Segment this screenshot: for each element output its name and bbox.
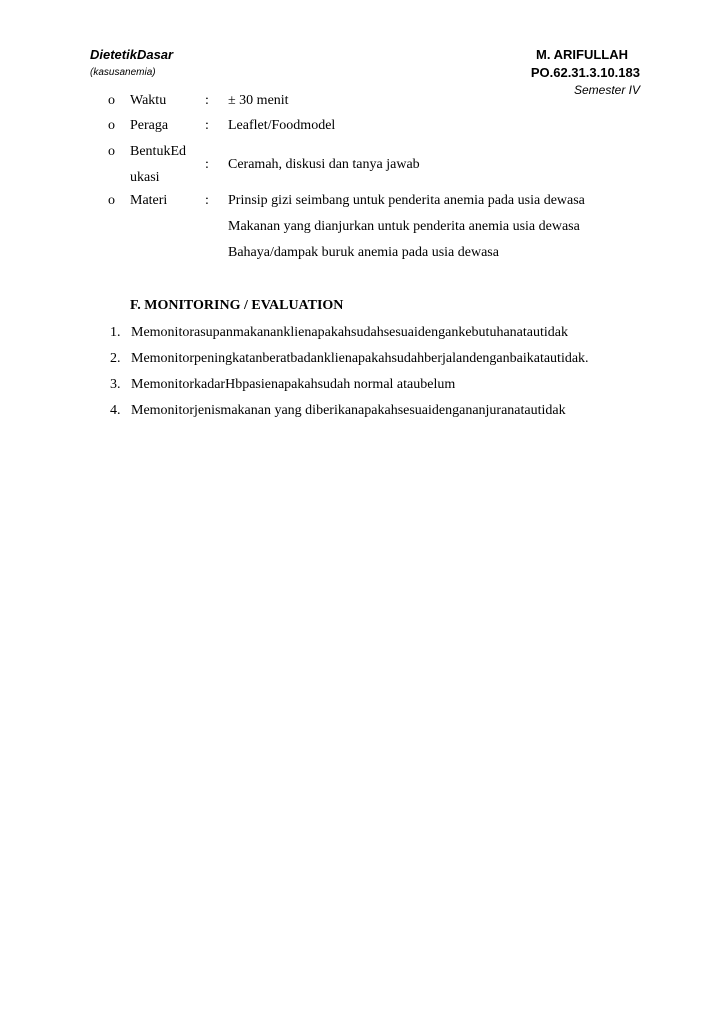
detail-value: ± 30 menit [228,93,289,108]
list-text: Memonitorpeningkatanberatbadanklienapakahsudahberjalandenganbaikatautidak. [131,351,589,366]
bullet-marker: o [108,193,115,208]
detail-label: Peraga [130,118,169,133]
list-number: 2. [110,351,121,366]
header-left [90,46,173,82]
list-number: 4. [110,403,121,418]
bullet-marker: o [108,144,115,159]
detail-colon: : [205,93,209,108]
detail-value: Leaflet/Foodmodel [228,118,336,133]
list-text: Memonitorasupanmakananklienapakahsudahsesuaidengankebutuhanatautidak [131,325,568,340]
header-course-title: DietetikDasar [90,47,174,62]
list-text: MemonitorkadarHbpasienapakahsudah normal ataubelum [131,377,456,392]
detail-colon: : [205,193,209,208]
header-author-name: M. ARIFULLAH [536,47,628,62]
materi-line: Prinsip gizi seimbang untuk penderita anemia pada usia dewasa [228,193,585,208]
list-number: 1. [110,325,121,340]
detail-value: Ceramah, diskusi dan tanya jawab [228,157,420,172]
bullet-marker: o [108,93,115,108]
section-heading: F. MONITORING / EVALUATION [130,298,344,313]
bullet-marker: o [108,118,115,133]
detail-colon: : [205,118,209,133]
detail-label-continued: ukasi [130,170,160,185]
detail-label: Waktu [130,93,167,108]
header-right [531,46,640,98]
materi-line: Bahaya/dampak buruk anemia pada usia dewasa [228,245,499,260]
header-semester: Semester IV [573,83,640,97]
list-text: Memonitorjenismakanan yang diberikanapakahsesuaidengananjuranatautidak [131,403,566,418]
detail-label: Materi [130,193,168,208]
list-number: 3. [110,377,121,392]
header-student-id: PO.62.31.3.10.183 [530,65,640,80]
detail-label: BentukEd [130,144,186,159]
detail-colon: : [205,157,209,172]
materi-line: Makanan yang dianjurkan untuk penderita anemia usia dewasa [228,219,580,234]
header-case-subtitle: (kasusanemia) [90,67,156,78]
